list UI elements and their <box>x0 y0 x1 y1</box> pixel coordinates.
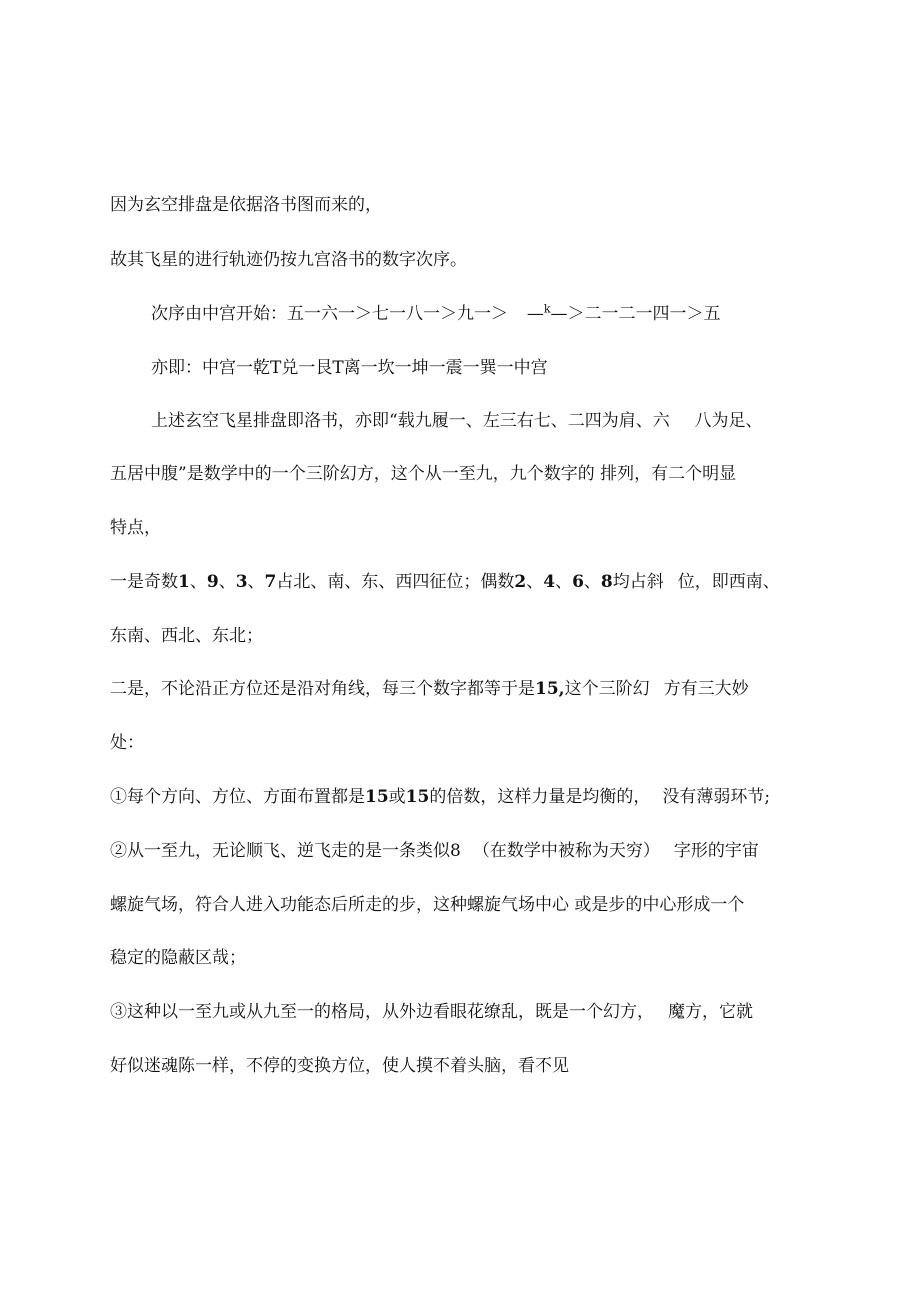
paragraph-diagonal-line-2: 处： <box>110 733 144 753</box>
separator: 、 <box>555 572 573 592</box>
number-2: 2 <box>514 572 527 592</box>
number-15: 15, <box>535 679 565 699</box>
odd-even-text: 占北、南、东、西四征位；偶数 <box>276 572 515 592</box>
separator: 、 <box>218 572 236 592</box>
separator: 、 <box>247 572 265 592</box>
paragraph-point-3-line-1 <box>110 1001 753 1023</box>
odd-even-text: 一是奇数 <box>110 572 178 592</box>
paragraph-sequence <box>151 303 720 325</box>
point-3-text: ③这种以一至九或从九至一的格局，从外边看眼花缭乱，既是一个幻方， <box>110 1002 654 1022</box>
point-1-text: 的倍数，这样力量是均衡的， <box>429 787 651 807</box>
number-7: 7 <box>264 572 277 592</box>
paragraph-palace-order: 亦即：中宫一乾T兑一艮T离一坎一坤一震一巽一中宫 <box>151 358 548 378</box>
sequence-text-start: 次序由中宫开始：五一六一＞七一八一＞九一＞ <box>151 304 508 324</box>
point-1-text: ①每个方向、方位、方面布置都是 <box>110 787 365 807</box>
luoshu-text-1b: 八为足、 <box>694 411 763 431</box>
number-6: 6 <box>572 572 584 592</box>
point-3-text: 魔方，它就 <box>668 1002 753 1022</box>
paragraph-point-2-line-3: 稳定的隐蔽区哉； <box>110 948 246 968</box>
separator: 、 <box>583 572 601 592</box>
number-15: 15 <box>365 787 389 807</box>
paragraph-2: 故其飞星的进行轨迹仍按九宫洛书的数字次序。 <box>110 250 467 270</box>
diagonal-text: 方有三大妙 <box>663 679 749 699</box>
number-9: 9 <box>206 572 219 592</box>
diagonal-text: 二是，不论沿正方位还是沿对角线，每三个数字都等于是 <box>110 679 535 699</box>
separator: 、 <box>189 572 207 592</box>
point-2-text: 字形的宇宙 <box>673 841 759 861</box>
paragraph-point-2-line-1 <box>110 840 759 862</box>
paragraph-luoshu-line-1 <box>151 410 763 432</box>
paragraph-point-3-line-2: 好似迷魂陈一样，不停的变换方位，使人摸不着头脑，看不见 <box>110 1056 569 1076</box>
separator: 、 <box>526 572 544 592</box>
sequence-stray-mark: k <box>543 302 551 316</box>
number-3: 3 <box>235 572 248 592</box>
paragraph-diagonal-line-1 <box>110 678 749 700</box>
sequence-text-end: —＞二一二一四一＞五 <box>550 304 721 324</box>
paragraph-1: 因为玄空排盘是依据洛书图而来的， <box>110 195 382 215</box>
point-2-text: （在数学中被称为天穷） <box>472 841 660 861</box>
number-4: 4 <box>543 572 556 592</box>
paragraph-point-2-line-2: 螺旋气场，符合人进入功能态后所走的步，这种螺旋气场中心 或是步的中心形成一个 <box>110 895 745 915</box>
odd-even-text: 均占斜 <box>612 572 664 592</box>
point-1-text: 没有薄弱环节; <box>662 787 771 807</box>
paragraph-odd-even-line-1 <box>110 571 780 593</box>
number-1: 1 <box>178 572 190 592</box>
paragraph-odd-even-line-2: 东南、西北、东北； <box>110 626 263 646</box>
sequence-dash: — <box>526 304 544 324</box>
paragraph-point-1 <box>110 786 770 808</box>
point-1-text: 或 <box>388 787 406 807</box>
luoshu-text-1a: 上述玄空飞星排盘即洛书，亦即“载九履一、左三右七、二四为肩、六 <box>151 411 670 431</box>
odd-even-text: 位，即西南、 <box>677 572 780 592</box>
diagonal-text: 这个三阶幻 <box>564 679 650 699</box>
number-15: 15 <box>405 787 430 807</box>
point-2-text: ②从一至九，无论顺飞、逆飞走的是一条类似8 <box>110 841 461 861</box>
paragraph-luoshu-line-2: 五居中腹”是数学中的一个三阶幻方，这个从一至九，九个数字的 排列，有二个明显 <box>110 464 737 484</box>
paragraph-luoshu-line-3: 特点， <box>110 518 161 538</box>
number-8: 8 <box>600 572 613 592</box>
